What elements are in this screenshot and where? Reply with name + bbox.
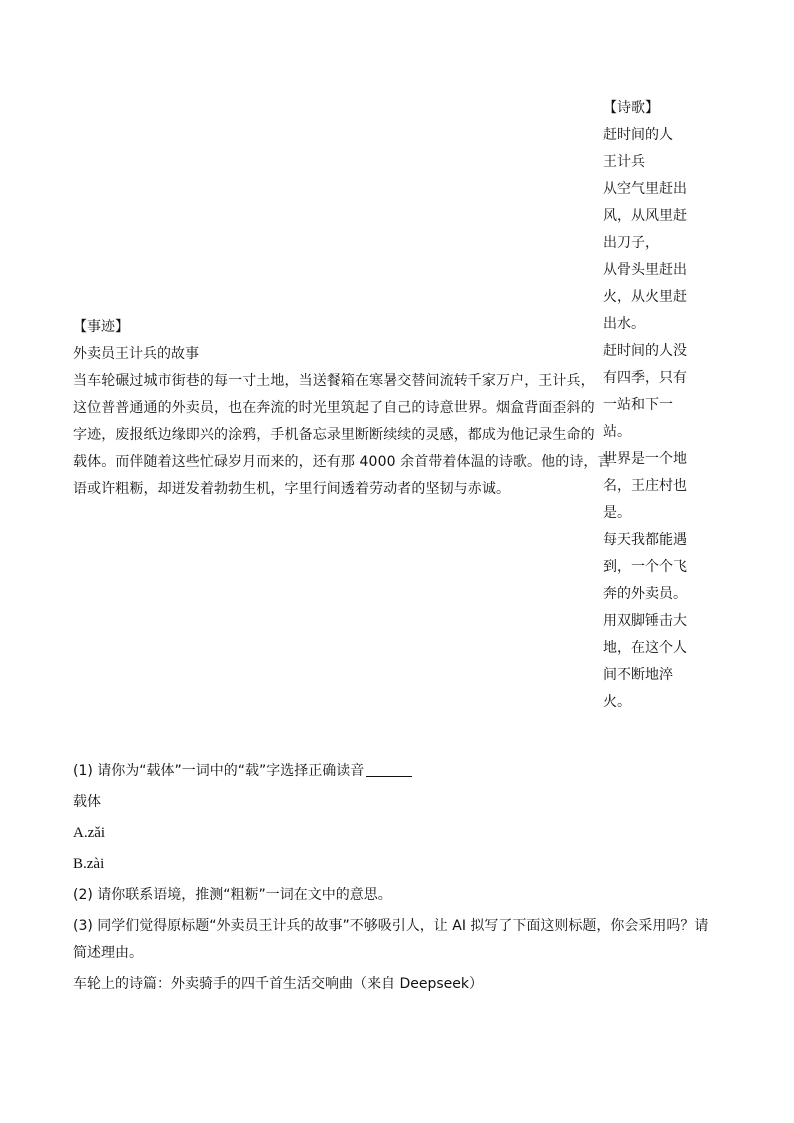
story-paragraph-line: 语或许粗粝，却迸发着勃勃生机，字里行间透着劳动者的坚韧与赤诚。 — [73, 481, 511, 497]
poem-line: 地，在这个人 — [603, 640, 687, 656]
poem-heading: 【诗歌】 — [603, 100, 659, 116]
questions-section — [73, 758, 733, 998]
story-paragraph-line: 字迹，废报纸边缘即兴的涂鸦，手机备忘录里断断续续的灵感，都成为他记录生命的 — [73, 427, 595, 443]
poem-line: 名，王庄村也 — [603, 478, 687, 494]
poem-line: 每天我都能遇 — [603, 532, 687, 548]
poem-line: 王计兵 — [603, 154, 645, 170]
poem-line: 到，一个个飞 — [603, 559, 687, 575]
poem-line: 有四季，只有 — [603, 370, 687, 386]
poem-line: 间不断地淬 — [603, 667, 673, 683]
poem-line: 奔的外卖员。 — [603, 586, 687, 602]
story-paragraph-line: 这位普普通通的外卖员，也在奔流的时光里筑起了自己的诗意世界。烟盒背面歪斜的 — [73, 400, 595, 416]
poem-line: 是。 — [603, 505, 631, 521]
poem-line: 站。 — [603, 424, 631, 440]
question-1-word: 载体 — [73, 794, 101, 810]
question-3-line-1: (3) 同学们觉得原标题“外卖员王计兵的故事”不够吸引人，让 AI 拟写了下面这则标题，你会采用吗？请 — [73, 918, 709, 934]
question-2: (2) 请你联系语境，推测“粗粝”一词在文中的意思。 — [73, 887, 392, 903]
poem-line: 世界是一个地 — [603, 451, 687, 467]
poem-line: 赶时间的人没 — [603, 343, 687, 359]
answer-blank[interactable] — [366, 762, 412, 777]
poem-line: 用双脚锤击大 — [603, 613, 687, 629]
question-1-option-a[interactable]: A.zǎi — [73, 825, 106, 841]
question-1-option-b[interactable]: B.zài — [73, 856, 105, 872]
poem-section — [603, 95, 703, 716]
story-section — [73, 314, 612, 503]
question-3-line-2: 简述理由。 — [73, 945, 143, 961]
poem-line: 赶时间的人 — [603, 127, 673, 143]
poem-line: 出水。 — [603, 316, 645, 332]
poem-line: 从空气里赶出 — [603, 181, 687, 197]
story-heading: 【事迹】 — [73, 319, 129, 335]
poem-line: 风，从风里赶 — [603, 208, 687, 224]
story-paragraph-line: 载体。而伴随着这些忙碌岁月而来的，还有那 4000 余首带着体温的诗歌。他的诗，言 — [73, 454, 612, 470]
question-1 — [73, 758, 733, 785]
story-paragraph-line: 当车轮碾过城市街巷的每一寸土地，当送餐箱在寒暑交替间流转千家万户，王计兵， — [73, 373, 595, 389]
poem-line: 火。 — [603, 694, 631, 710]
question-1-text: (1) 请你为“载体”一词中的“载”字选择正确读音 — [73, 763, 365, 779]
story-title: 外卖员王计兵的故事 — [73, 346, 199, 362]
ai-title: 车轮上的诗篇：外卖骑手的四千首生活交响曲（来自 Deepseek） — [73, 976, 483, 992]
poem-line: 一站和下一 — [603, 397, 673, 413]
poem-line: 出刀子， — [603, 235, 659, 251]
poem-line: 火，从火里赶 — [603, 289, 687, 305]
poem-line: 从骨头里赶出 — [603, 262, 687, 278]
